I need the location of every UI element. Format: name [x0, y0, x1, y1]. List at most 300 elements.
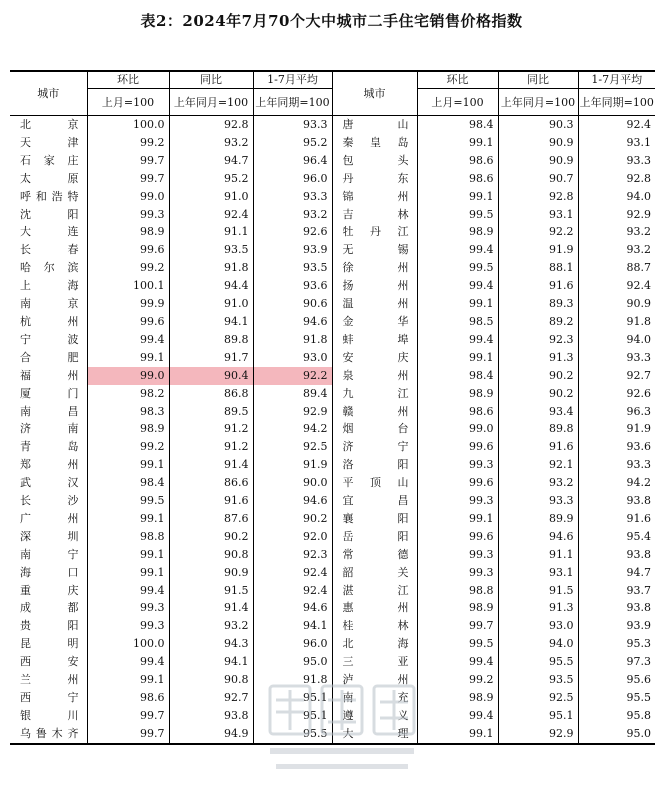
left-avg-cell: 92.3: [253, 546, 332, 564]
left-yoy-cell: 91.7: [169, 349, 253, 367]
left-mom-cell: 99.4: [87, 653, 169, 671]
left-city-cell: 兰州: [20, 673, 79, 687]
table-row: [10, 582, 655, 600]
right-mom-cell: 98.6: [417, 152, 498, 170]
right-city-cell: 宜昌: [332, 492, 417, 510]
right-yoy-cell: 93.1: [498, 206, 578, 224]
left-yoy-cell: 94.1: [169, 313, 253, 331]
right-yoy-cell: 91.3: [498, 599, 578, 617]
right-mom-cell: 99.5: [417, 259, 498, 277]
table-row: [10, 170, 655, 188]
right-avg-cell: 95.6: [578, 671, 655, 689]
left-yoy-cell: 90.8: [169, 546, 253, 564]
left-mom-cell: 99.1: [87, 546, 169, 564]
left-city-cell: 宁波: [20, 332, 79, 346]
left-mom-cell: 99.5: [87, 492, 169, 510]
left-mom-cell: 99.1: [87, 671, 169, 689]
table-row: [10, 223, 655, 241]
left-yoy-cell: 92.7: [169, 689, 253, 707]
right-mom-cell: 99.2: [417, 671, 498, 689]
right-mom-cell: 99.4: [417, 277, 498, 295]
right-mom-cell: 99.1: [417, 134, 498, 152]
right-avg-cell: 93.8: [578, 599, 655, 617]
left-avg-cell: 93.2: [253, 206, 332, 224]
left-mom-cell: 99.2: [87, 134, 169, 152]
right-yoy-cell: 91.6: [498, 277, 578, 295]
left-mom-cell: 98.9: [87, 223, 169, 241]
left-city-cell: 重庆: [20, 583, 79, 597]
table-row: [10, 528, 655, 546]
right-mom-cell: 99.3: [417, 564, 498, 582]
right-avg-cell: 95.0: [578, 725, 655, 744]
left-city-cell: 广州: [20, 511, 79, 525]
left-yoy-cell: 91.2: [169, 438, 253, 456]
left-mom-cell: 99.9: [87, 295, 169, 313]
right-mom-cell: 98.9: [417, 689, 498, 707]
left-avg-cell: 95.1: [253, 707, 332, 725]
left-yoy-cell: 94.4: [169, 277, 253, 295]
left-city-cell: 南昌: [20, 404, 79, 418]
right-avg-cell: 94.0: [578, 188, 655, 206]
table-row: [10, 725, 655, 744]
right-mom-cell: 99.6: [417, 528, 498, 546]
left-yoy-cell: 91.4: [169, 599, 253, 617]
left-city-cell: 大连: [20, 225, 79, 239]
table-row: [10, 295, 655, 313]
table-row: [10, 331, 655, 349]
right-yoy-cell: 92.1: [498, 456, 578, 474]
right-city-cell: 常德: [332, 546, 417, 564]
right-avg-cell: 93.2: [578, 223, 655, 241]
right-avg-cell: 92.4: [578, 116, 655, 134]
table-row: [10, 206, 655, 224]
right-yoy-cell: 92.8: [498, 188, 578, 206]
right-avg-cell: 92.8: [578, 170, 655, 188]
right-yoy-cell: 90.9: [498, 134, 578, 152]
right-avg-cell: 91.8: [578, 313, 655, 331]
right-yoy-cell: 92.5: [498, 689, 578, 707]
header-yoy-base-right: 上年同月=100: [498, 89, 578, 116]
right-yoy-cell: 92.9: [498, 725, 578, 744]
right-city-cell: 吉林: [332, 206, 417, 224]
right-mom-cell: 99.6: [417, 474, 498, 492]
right-yoy-cell: 93.4: [498, 403, 578, 421]
right-mom-cell: 98.9: [417, 385, 498, 403]
left-avg-cell: 92.4: [253, 564, 332, 582]
right-yoy-cell: 94.6: [498, 528, 578, 546]
right-city-cell: 丹东: [332, 170, 417, 188]
left-yoy-cell: 91.5: [169, 582, 253, 600]
left-yoy-cell: 91.0: [169, 295, 253, 313]
header-avg-left: 1-7月平均: [253, 71, 332, 89]
table-row: [10, 474, 655, 492]
header-avg-right: 1-7月平均: [578, 71, 655, 89]
right-city-cell: 襄阳: [332, 510, 417, 528]
right-mom-cell: 98.6: [417, 403, 498, 421]
right-yoy-cell: 93.1: [498, 564, 578, 582]
right-avg-cell: 92.7: [578, 367, 655, 385]
left-avg-cell: 96.0: [253, 635, 332, 653]
right-avg-cell: 93.7: [578, 582, 655, 600]
left-yoy-cell: 89.8: [169, 331, 253, 349]
left-avg-cell: 94.6: [253, 599, 332, 617]
left-yoy-cell: 91.4: [169, 456, 253, 474]
right-mom-cell: 98.6: [417, 170, 498, 188]
table-row: [10, 546, 655, 564]
right-yoy-cell: 88.1: [498, 259, 578, 277]
header-city-right: 城市: [332, 71, 417, 116]
left-city-cell: 上海: [20, 279, 79, 293]
left-avg-cell: 90.2: [253, 510, 332, 528]
right-city-cell: 牡丹江: [332, 223, 417, 241]
right-city-cell: 湛江: [332, 582, 417, 600]
left-yoy-cell: 92.8: [169, 116, 253, 134]
left-city-cell: 济南: [20, 422, 79, 436]
right-city-cell: 扬州: [332, 277, 417, 295]
left-mom-cell: 98.4: [87, 474, 169, 492]
left-yoy-cell: 91.6: [169, 492, 253, 510]
header-yoy-right: 同比: [498, 71, 578, 89]
right-city-cell: 大理: [332, 725, 417, 744]
right-mom-cell: 99.4: [417, 331, 498, 349]
left-yoy-cell: 95.2: [169, 170, 253, 188]
left-mom-cell: 99.0: [87, 367, 169, 385]
left-yoy-cell: 91.8: [169, 259, 253, 277]
right-city-cell: 济宁: [332, 438, 417, 456]
right-city-cell: 金华: [332, 313, 417, 331]
left-avg-cell: 94.6: [253, 492, 332, 510]
left-avg-cell: 94.2: [253, 420, 332, 438]
left-avg-cell: 92.0: [253, 528, 332, 546]
left-mom-cell: 100.0: [87, 635, 169, 653]
left-city-cell: 西安: [20, 655, 79, 669]
left-city-cell: 乌鲁木齐: [10, 725, 87, 744]
left-mom-cell: 98.8: [87, 528, 169, 546]
table-row: [10, 492, 655, 510]
right-mom-cell: 99.3: [417, 546, 498, 564]
right-yoy-cell: 91.5: [498, 582, 578, 600]
left-avg-cell: 92.6: [253, 223, 332, 241]
left-city-cell: 海口: [20, 565, 79, 579]
right-mom-cell: 98.5: [417, 313, 498, 331]
right-avg-cell: 93.3: [578, 456, 655, 474]
right-city-cell: 岳阳: [332, 528, 417, 546]
header-mom-base-right: 上月=100: [417, 89, 498, 116]
right-city-cell: 唐山: [332, 116, 417, 134]
table-row: [10, 420, 655, 438]
left-avg-cell: 92.4: [253, 582, 332, 600]
left-yoy-cell: 93.2: [169, 134, 253, 152]
left-avg-cell: 93.3: [253, 116, 332, 134]
left-mom-cell: 100.0: [87, 116, 169, 134]
right-avg-cell: 93.8: [578, 546, 655, 564]
left-yoy-cell: 93.8: [169, 707, 253, 725]
right-mom-cell: 99.5: [417, 206, 498, 224]
right-avg-cell: 92.9: [578, 206, 655, 224]
left-avg-cell: 96.4: [253, 152, 332, 170]
right-yoy-cell: 93.2: [498, 474, 578, 492]
table-row: [10, 367, 655, 385]
right-mom-cell: 99.1: [417, 349, 498, 367]
left-avg-cell: 92.2: [253, 367, 332, 385]
header-avg-base-right: 上年同期=100: [578, 89, 655, 116]
left-avg-cell: 94.6: [253, 313, 332, 331]
right-city-cell: 安庆: [332, 349, 417, 367]
left-mom-cell: 98.9: [87, 420, 169, 438]
right-city-cell: 泸州: [332, 671, 417, 689]
left-avg-cell: 90.6: [253, 295, 332, 313]
left-yoy-cell: 90.4: [169, 367, 253, 385]
left-avg-cell: 93.9: [253, 241, 332, 259]
table-row: [10, 313, 655, 331]
right-city-cell: 包头: [332, 152, 417, 170]
right-avg-cell: 93.8: [578, 492, 655, 510]
left-yoy-cell: 94.7: [169, 152, 253, 170]
table-row: [10, 635, 655, 653]
right-avg-cell: 93.3: [578, 152, 655, 170]
right-city-cell: 徐州: [332, 259, 417, 277]
table-row: [10, 653, 655, 671]
right-avg-cell: 93.2: [578, 241, 655, 259]
right-city-cell: 平顶山: [332, 474, 417, 492]
price-index-table: [10, 70, 655, 745]
right-yoy-cell: 95.1: [498, 707, 578, 725]
right-avg-cell: 90.9: [578, 295, 655, 313]
right-mom-cell: 99.4: [417, 241, 498, 259]
left-yoy-cell: 94.1: [169, 653, 253, 671]
right-mom-cell: 99.1: [417, 725, 498, 744]
table-row: [10, 259, 655, 277]
right-mom-cell: 99.1: [417, 295, 498, 313]
table-row: [10, 385, 655, 403]
right-yoy-cell: 91.3: [498, 349, 578, 367]
left-city-cell: 贵阳: [20, 619, 79, 633]
left-city-cell: 福州: [20, 368, 79, 382]
right-avg-cell: 95.4: [578, 528, 655, 546]
left-mom-cell: 99.1: [87, 456, 169, 474]
right-avg-cell: 93.6: [578, 438, 655, 456]
left-yoy-cell: 87.6: [169, 510, 253, 528]
right-city-cell: 韶关: [332, 564, 417, 582]
right-yoy-cell: 89.2: [498, 313, 578, 331]
left-mom-cell: 99.4: [87, 331, 169, 349]
left-avg-cell: 92.9: [253, 403, 332, 421]
table-row: [10, 599, 655, 617]
left-mom-cell: 99.3: [87, 206, 169, 224]
left-avg-cell: 91.9: [253, 456, 332, 474]
left-yoy-cell: 93.5: [169, 241, 253, 259]
left-avg-cell: 92.5: [253, 438, 332, 456]
left-yoy-cell: 91.1: [169, 223, 253, 241]
left-avg-cell: 94.1: [253, 617, 332, 635]
left-city-cell: 太原: [20, 171, 79, 185]
left-yoy-cell: 93.2: [169, 617, 253, 635]
right-avg-cell: 92.4: [578, 277, 655, 295]
right-city-cell: 桂林: [332, 617, 417, 635]
right-city-cell: 秦皇岛: [332, 134, 417, 152]
left-avg-cell: 95.0: [253, 653, 332, 671]
right-yoy-cell: 91.1: [498, 546, 578, 564]
left-mom-cell: 99.6: [87, 313, 169, 331]
left-city-cell: 青岛: [20, 440, 79, 454]
right-avg-cell: 88.7: [578, 259, 655, 277]
table-row: [10, 564, 655, 582]
header-yoy-left: 同比: [169, 71, 253, 89]
table-row: [10, 671, 655, 689]
left-city-cell: 沈阳: [20, 207, 79, 221]
right-yoy-cell: 90.2: [498, 367, 578, 385]
table-row: [10, 510, 655, 528]
left-city-cell: 南京: [20, 297, 79, 311]
header-yoy-base-left: 上年同月=100: [169, 89, 253, 116]
left-mom-cell: 99.7: [87, 725, 169, 744]
right-mom-cell: 99.4: [417, 653, 498, 671]
table-row: [10, 689, 655, 707]
left-city-cell: 西宁: [20, 691, 79, 704]
right-city-cell: 九江: [332, 385, 417, 403]
right-yoy-cell: 90.9: [498, 152, 578, 170]
header-mom-right: 环比: [417, 71, 498, 89]
left-yoy-cell: 94.3: [169, 635, 253, 653]
left-mom-cell: 99.1: [87, 510, 169, 528]
right-avg-cell: 92.6: [578, 385, 655, 403]
left-city-cell: 哈尔滨: [20, 261, 79, 275]
header-mom-left: 环比: [87, 71, 169, 89]
right-city-cell: 锦州: [332, 188, 417, 206]
left-city-cell: 南宁: [20, 547, 79, 561]
left-mom-cell: 99.0: [87, 188, 169, 206]
right-yoy-cell: 91.6: [498, 438, 578, 456]
left-mom-cell: 98.2: [87, 385, 169, 403]
table-row: [10, 188, 655, 206]
table-title: 表2：2024年7月70个大中城市二手住宅销售价格指数: [140, 12, 523, 30]
left-avg-cell: 95.1: [253, 689, 332, 707]
right-city-cell: 烟台: [332, 420, 417, 438]
right-city-cell: 无锡: [332, 241, 417, 259]
left-mom-cell: 99.1: [87, 564, 169, 582]
right-mom-cell: 99.7: [417, 617, 498, 635]
table-row: [10, 438, 655, 456]
right-yoy-cell: 94.0: [498, 635, 578, 653]
left-city-cell: 杭州: [20, 314, 79, 328]
right-avg-cell: 95.5: [578, 689, 655, 707]
right-mom-cell: 98.4: [417, 116, 498, 134]
table-row: [10, 152, 655, 170]
right-avg-cell: 91.6: [578, 510, 655, 528]
header-city-left: 城市: [10, 71, 87, 116]
table-row: [10, 134, 655, 152]
right-avg-cell: 94.2: [578, 474, 655, 492]
left-avg-cell: 93.0: [253, 349, 332, 367]
left-yoy-cell: 91.0: [169, 188, 253, 206]
table-body: [10, 116, 655, 744]
left-city-cell: 北京: [20, 118, 79, 131]
right-mom-cell: 99.4: [417, 707, 498, 725]
left-city-cell: 郑州: [20, 458, 79, 472]
left-city-cell: 武汉: [20, 476, 79, 490]
left-yoy-cell: 86.8: [169, 385, 253, 403]
right-yoy-cell: 90.2: [498, 385, 578, 403]
left-city-cell: 成都: [20, 601, 79, 615]
left-yoy-cell: 90.9: [169, 564, 253, 582]
table-row: [10, 403, 655, 421]
right-mom-cell: 99.3: [417, 456, 498, 474]
left-mom-cell: 99.4: [87, 582, 169, 600]
right-city-cell: 北海: [332, 635, 417, 653]
right-avg-cell: 94.0: [578, 331, 655, 349]
table-row: [10, 277, 655, 295]
right-yoy-cell: 89.3: [498, 295, 578, 313]
right-avg-cell: 91.9: [578, 420, 655, 438]
left-avg-cell: 93.6: [253, 277, 332, 295]
right-mom-cell: 98.8: [417, 582, 498, 600]
right-yoy-cell: 93.0: [498, 617, 578, 635]
right-yoy-cell: 90.3: [498, 116, 578, 134]
right-yoy-cell: 89.9: [498, 510, 578, 528]
left-city-cell: 昆明: [20, 637, 79, 651]
table-row: [10, 349, 655, 367]
right-avg-cell: 95.3: [578, 635, 655, 653]
left-yoy-cell: 92.4: [169, 206, 253, 224]
left-mom-cell: 99.1: [87, 349, 169, 367]
table-row: [10, 456, 655, 474]
right-city-cell: 南充: [332, 689, 417, 707]
left-mom-cell: 100.1: [87, 277, 169, 295]
left-city-cell: 厦门: [20, 386, 79, 400]
left-city-cell: 深圳: [20, 529, 79, 543]
left-mom-cell: 98.6: [87, 689, 169, 707]
left-mom-cell: 99.7: [87, 707, 169, 725]
table-row: [10, 617, 655, 635]
left-mom-cell: 98.3: [87, 403, 169, 421]
left-city-cell: 合肥: [20, 350, 79, 364]
table-row: [10, 241, 655, 259]
right-mom-cell: 99.0: [417, 420, 498, 438]
table-row: [10, 116, 655, 134]
left-yoy-cell: 90.2: [169, 528, 253, 546]
right-mom-cell: 99.5: [417, 635, 498, 653]
right-yoy-cell: 92.3: [498, 331, 578, 349]
header-avg-base-left: 上年同期=100: [253, 89, 332, 116]
right-city-cell: 惠州: [332, 599, 417, 617]
left-yoy-cell: 86.6: [169, 474, 253, 492]
right-city-cell: 赣州: [332, 403, 417, 421]
left-avg-cell: 95.5: [253, 725, 332, 744]
left-avg-cell: 91.8: [253, 331, 332, 349]
right-city-cell: 泉州: [332, 367, 417, 385]
left-avg-cell: 93.3: [253, 188, 332, 206]
right-city-cell: 温州: [332, 295, 417, 313]
right-mom-cell: 98.9: [417, 223, 498, 241]
header-mom-base-left: 上月=100: [87, 89, 169, 116]
right-avg-cell: 93.1: [578, 134, 655, 152]
right-mom-cell: 98.4: [417, 367, 498, 385]
left-mom-cell: 99.3: [87, 617, 169, 635]
right-city-cell: 洛阳: [332, 456, 417, 474]
right-yoy-cell: 93.5: [498, 671, 578, 689]
left-city-cell: 长春: [20, 243, 79, 257]
left-avg-cell: 89.4: [253, 385, 332, 403]
right-yoy-cell: 93.3: [498, 492, 578, 510]
right-yoy-cell: 92.2: [498, 223, 578, 241]
left-mom-cell: 99.3: [87, 599, 169, 617]
left-yoy-cell: 90.8: [169, 671, 253, 689]
right-yoy-cell: 91.9: [498, 241, 578, 259]
right-mom-cell: 98.9: [417, 599, 498, 617]
left-yoy-cell: 94.9: [169, 725, 253, 744]
left-avg-cell: 93.5: [253, 259, 332, 277]
right-mom-cell: 99.6: [417, 438, 498, 456]
